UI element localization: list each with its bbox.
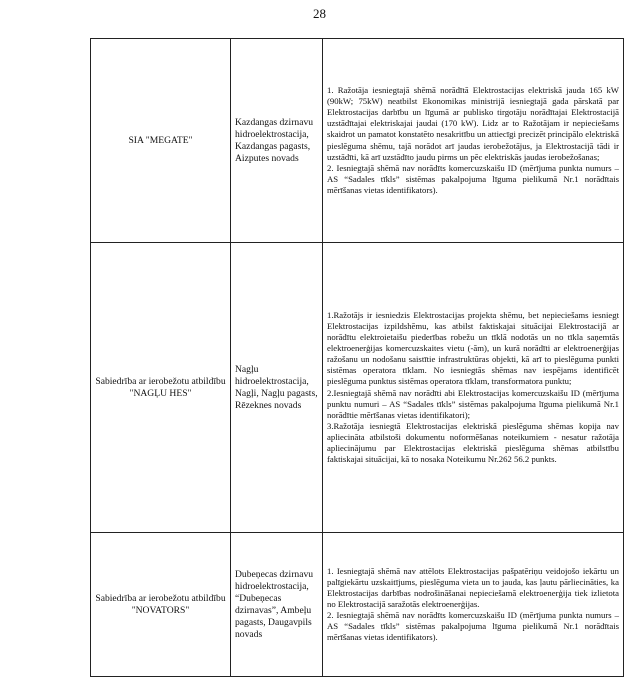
- finding-item: 2. Iesniegtajā shēmā nav norādīts komercuzskaišu ID (mērījuma punkta numurs – AS “Sadales tīkls” sistēmas pakalpojuma līguma pielikumā Nr.1 norādītais mērīšanas vietas identifikators).: [327, 162, 619, 195]
- table-row: [91, 533, 624, 677]
- location-cell: Dubeņecas dzirnavu hidroelektrostacija, “Dubeņecas dzirnavas”, Ambeļu pagasts, Daugavpils novads: [231, 533, 323, 677]
- table-row: [91, 39, 624, 243]
- table-row: [91, 243, 624, 533]
- findings-cell: [323, 243, 624, 533]
- decisions-table: [90, 38, 624, 677]
- findings-cell: [323, 39, 624, 243]
- location-cell: Nagļu hidroelektrostacija, Nagļi, Nagļu pagasts, Rēzeknes novads: [231, 243, 323, 533]
- location-cell: Kazdangas dzirnavu hidroelektrostacija, Kazdangas pagasts, Aizputes novads: [231, 39, 323, 243]
- company-cell: Sabiedrība ar ierobežotu atbildību "NAGĻU HES": [91, 243, 231, 533]
- finding-item: 1. Iesniegtajā shēmā nav attēlots Elektrostacijas pašpatēriņu veidojošo iekārtu un palīgiekārtu uzskaitījums, pieslēguma vieta un to jauda, kas ļautu pārliecināties, ka Elektrostacijas darbības nodrošināšanai nepieciešamā elektroenerģija tiek izlietota no Elektrostacijā saražotās elektroenerģijas.: [327, 565, 619, 609]
- findings-cell: [323, 533, 624, 677]
- finding-item: 1.Ražotājs ir iesniedzis Elektrostacijas projekta shēmu, bet nepieciešams iesniegt Elektrostacijas izpildshēmu, kas atbilst faktiskajai situācijai Elektrostacijā ar norādītu elektroietaišu piederības robežu un tīklā nodotās un no tīkla saņemtās elektroenerģijas komercuzskaites vietu (-ām), un kurā norādīti ar elektroenerģijas ražošanu un nodošanu saistītie infrastruktūras objekti, kā arī to pieslēguma punkti sistēmas operatora tīklam. No iesniegtās shēmas nav iespējams identificēt pieslēguma punktus sistēmas operatora tīklam, transformatora punktu;: [327, 310, 619, 387]
- finding-item: 1. Ražotāja iesniegtajā shēmā norādītā Elektrostacijas elektriskā jauda 165 kW (90kW; 75kW) neatbilst Ekonomikas ministrijā iesniegtajā gada pārskatā par Elektrostacijas darbību un līgumā ar publisko tirgotāju norādītajai Elektrostacijā uzstādītajai elektriskajai jaudai (170 kW). Lidz ar to Ražotājam ir nepieciešams skaidrot un pamatot konstatēto nesakritību un attiecīgi precizēt principālo elektriskā pieslēguma shēmu, tajā norādot arī jaudas ierobežotājus, ja Elektrostacijā tādi ir uzstādīti, kā arī uzstādīto jaudu pirms un pēc elektriskās jaudas ierobežošanas;: [327, 85, 619, 162]
- page-number: 28: [313, 6, 326, 21]
- finding-item: 3.Ražotāja iesniegtā Elektrostacijas elektriskā pieslēguma shēmas kopija nav apliecināta atbilstoši dokumentu noformēšanas noteikumiem - nesatur ražotāja apliecinājumu par Elektrostacijas elektriskā pieslēguma shēmas atbilstību faktiskajai situācijai, kā to nosaka Noteikumu Nr.262 56.2 punkts.: [327, 420, 619, 464]
- company-cell: SIA "MEGATE": [91, 39, 231, 243]
- finding-item: 2. Iesniegtajā shēmā nav norādīts komercuzskaišu ID (mērījuma punkta numurs – AS “Sadales tīkls” sistēmas pakalpojuma līguma pielikumā Nr.1 norādītais mērīšanas vietas identifikators).: [327, 610, 619, 643]
- finding-item: 2.Iesniegtajā shēmā nav norādīti abi Elektrostacijas komercuzskaišu ID (mērījuma punktu numuri – AS “Sadales tīkls” sistēmas pakalpojuma līguma pielikumā Nr.1 norādītie mērīšanas vietas identifikatori);: [327, 387, 619, 420]
- company-cell: Sabiedrība ar ierobežotu atbildību "NOVATORS": [91, 533, 231, 677]
